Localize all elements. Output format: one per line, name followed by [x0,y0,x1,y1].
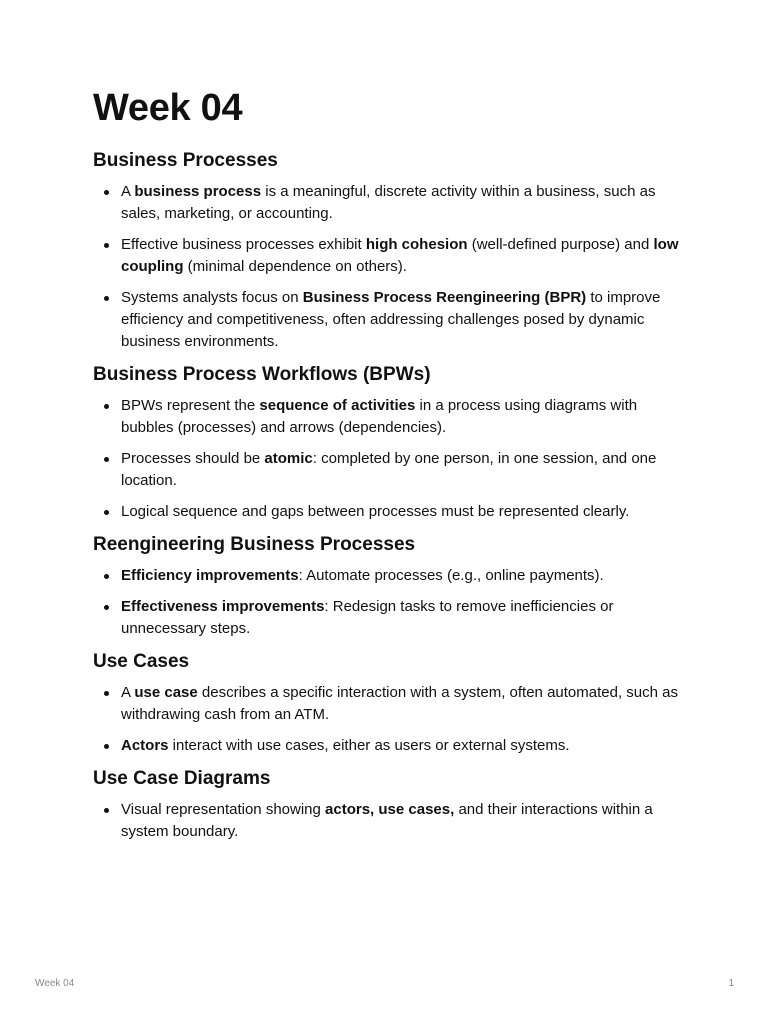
section-business-processes [93,149,683,353]
list-item: Effective business processes exhibit high cohesion (well-defined purpose) and low coupling (minimal dependence on others). [93,234,683,278]
list-item: Processes should be atomic: completed by one person, in one session, and one location. [93,448,683,492]
bullet-list [93,565,683,640]
bullet-list [93,799,683,843]
list-item: Actors interact with use cases, either as users or external systems. [93,735,683,757]
document-page [93,84,683,853]
section-reengineering [93,533,683,640]
list-item: BPWs represent the sequence of activities in a process using diagrams with bubbles (processes) and arrows (dependencies). [93,395,683,439]
page-title: Week 04 [93,87,243,129]
bullet-list [93,395,683,523]
list-item: Visual representation showing actors, use cases, and their interactions within a system boundary. [93,799,683,843]
section-heading: Reengineering Business Processes [93,534,416,555]
footer-doc-title: Week 04 [35,978,75,989]
section-heading: Business Process Workflows (BPWs) [93,364,431,385]
list-item: Logical sequence and gaps between processes must be represented clearly. [93,501,683,523]
section-use-cases [93,650,683,757]
bullet-list [93,181,683,353]
list-item: A business process is a meaningful, discrete activity within a business, such as sales, marketing, or accounting. [93,181,683,225]
list-item: Systems analysts focus on Business Process Reengineering (BPR) to improve efficiency and competitiveness, often addressing challenges posed by dynamic business environments. [93,287,683,353]
section-heading: Use Case Diagrams [93,768,271,789]
bullet-list [93,682,683,757]
section-use-case-diagrams [93,767,683,843]
section-heading: Business Processes [93,150,278,171]
section-business-process-workflows [93,363,683,523]
list-item: Efficiency improvements: Automate processes (e.g., online payments). [93,565,683,587]
footer-page-number: 1 [728,978,734,989]
section-heading: Use Cases [93,651,190,672]
list-item: Effectiveness improvements: Redesign tasks to remove inefficiencies or unnecessary steps. [93,596,683,640]
list-item: A use case describes a specific interaction with a system, often automated, such as withdrawing cash from an ATM. [93,682,683,726]
